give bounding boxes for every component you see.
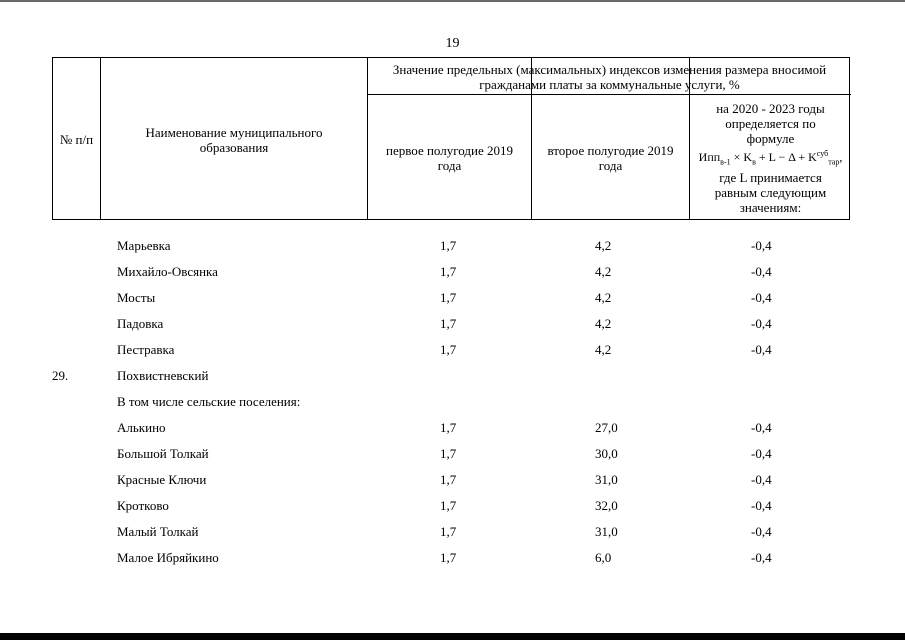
table-row [52, 441, 850, 467]
row-value-first-half: 1,7 [440, 420, 457, 435]
row-value-second-half: 32,0 [595, 498, 618, 513]
table-row [52, 493, 850, 519]
table-row [52, 337, 850, 363]
row-value-l: -0,4 [751, 342, 772, 357]
row-value-first-half: 1,7 [440, 550, 457, 565]
header-col1-label: первое полугодие 2019 года [386, 143, 513, 173]
table-row [52, 519, 850, 545]
header-name-label: Наименование муниципального образования [145, 124, 323, 155]
row-value-first-half: 1,7 [440, 316, 457, 331]
row-name: Марьевка [117, 238, 171, 253]
row-name: Малое Ибряйкино [117, 550, 219, 565]
table-row [52, 415, 850, 441]
row-name: Красные Ключи [117, 472, 207, 487]
row-value-first-half: 1,7 [440, 498, 457, 513]
row-value-l: -0,4 [751, 316, 772, 331]
row-value-l: -0,4 [751, 498, 772, 513]
row-value-second-half: 6,0 [595, 550, 612, 565]
row-value-first-half: 1,7 [440, 290, 457, 305]
header-col2-label: второе полугодие 2019 года [547, 143, 674, 173]
row-name: Падовка [117, 316, 164, 331]
header-group-label: Значение предельных (максимальных) индексов изменения размера вносимой гражданами платы за коммунальные услуги, % [392, 61, 827, 92]
row-value-second-half: 27,0 [595, 420, 618, 435]
table-row [52, 311, 850, 337]
header-col2-cell [532, 95, 689, 221]
table-row [52, 363, 850, 389]
table-row [52, 545, 850, 571]
row-value-second-half: 4,2 [595, 342, 612, 357]
row-value-l: -0,4 [751, 264, 772, 279]
row-value-l: -0,4 [751, 446, 772, 461]
row-value-second-half: 30,0 [595, 446, 618, 461]
row-number: 29. [52, 368, 69, 383]
header-col1-cell [368, 95, 531, 221]
row-name: Малый Толкай [117, 524, 199, 539]
table-row [52, 389, 850, 415]
row-name: Алькино [117, 420, 166, 435]
row-name: В том числе сельские поселения: [117, 394, 301, 409]
row-value-l: -0,4 [751, 472, 772, 487]
row-name: Михайло-Овсянка [117, 264, 218, 279]
row-value-l: -0,4 [751, 420, 772, 435]
row-value-first-half: 1,7 [440, 264, 457, 279]
header-col3-cell [690, 95, 851, 221]
header-num-label: № п/п [59, 132, 94, 147]
row-value-first-half: 1,7 [440, 472, 457, 487]
header-col3-text-top: на 2020 - 2023 годы определяется по формуле [716, 101, 825, 147]
row-value-l: -0,4 [751, 550, 772, 565]
row-value-second-half: 4,2 [595, 290, 612, 305]
table-row [52, 233, 850, 259]
row-value-second-half: 4,2 [595, 316, 612, 331]
row-name: Мосты [117, 290, 156, 305]
table-row [52, 467, 850, 493]
row-value-l: -0,4 [751, 290, 772, 305]
row-value-first-half: 1,7 [440, 446, 457, 461]
row-name: Похвистневский [117, 368, 209, 383]
row-value-second-half: 31,0 [595, 472, 618, 487]
header-name-cell [101, 58, 367, 221]
row-value-second-half: 4,2 [595, 264, 612, 279]
header-col3-text-bottom: где L принимается равным следующим значениям: [714, 169, 827, 215]
header-num-cell [53, 58, 100, 221]
row-value-first-half: 1,7 [440, 524, 457, 539]
row-value-second-half: 31,0 [595, 524, 618, 539]
row-name: Большой Толкай [117, 446, 209, 461]
row-value-first-half: 1,7 [440, 342, 457, 357]
table-row [52, 285, 850, 311]
row-value-first-half: 1,7 [440, 238, 457, 253]
row-value-l: -0,4 [751, 524, 772, 539]
row-name: Кротково [117, 498, 169, 513]
table-header [52, 57, 850, 220]
row-name: Пестравка [117, 342, 175, 357]
page-number: 19 [445, 36, 460, 51]
bottom-border-line [0, 633, 905, 640]
formula: $Ипп_{в-1} \times K_в + L - \Delta + K^{суб}_{тар}$, [698, 149, 843, 167]
table-row [52, 259, 850, 285]
row-value-second-half: 4,2 [595, 238, 612, 253]
row-value-l: -0,4 [751, 238, 772, 253]
header-group-cell [368, 59, 851, 94]
top-border-line [0, 0, 905, 2]
